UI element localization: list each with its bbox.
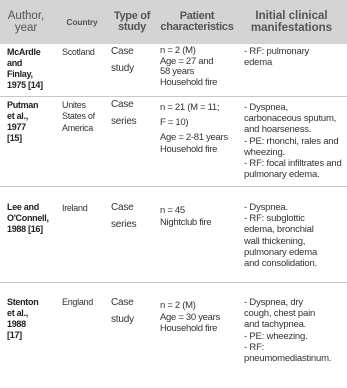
row-4-patient-line: Age = 30 years [160, 312, 220, 323]
row-4-patient [160, 298, 220, 334]
row-4-manifestation-line: - RF: [244, 341, 265, 353]
row-3-manifestation-line: - Dyspnea. [244, 202, 288, 213]
row-3-manifestation-line: - RF: subglottic [244, 213, 305, 225]
row-2-type-line: Case [111, 99, 134, 110]
row-3-manifestation-line: and consolidation. [244, 258, 317, 270]
row-1-author-line: McArdle [7, 47, 41, 57]
row-2-manifestation-line: - RF: focal infiltrates and [244, 158, 342, 170]
row-2-author-line: [15] [7, 133, 22, 143]
row-4-manifestation-line: - PE: wheezing. [244, 330, 308, 342]
row-3-author [7, 202, 49, 235]
header-country [60, 0, 104, 44]
row-2-type [111, 97, 136, 130]
row-2-manifestations [244, 102, 342, 180]
row-4-type-line: study [111, 313, 134, 325]
row-4-country [62, 297, 93, 308]
header-patient-characteristics [158, 0, 236, 44]
row-1-author-line: Finlay, [7, 69, 33, 79]
row-4-author-line: Stenton [7, 297, 39, 307]
row-2-manifestation-line: - PE: rhonchi, rales and [244, 135, 339, 147]
row-1-type-line: study [111, 62, 134, 74]
row-1-country [62, 47, 95, 58]
row-2-author-line: 1977 [7, 122, 26, 132]
row-4-patient-line: n = 2 (M) [160, 300, 196, 311]
row-4-author-line: et al., [7, 308, 28, 318]
row-3-country [62, 203, 87, 214]
header-author-line: Author, [7, 10, 45, 22]
header-patient-line2: characteristics [160, 21, 234, 33]
row-4-country-line: England [62, 297, 93, 307]
row-2-country [62, 100, 95, 134]
header-type-line2: study [118, 21, 146, 33]
row-3-country-line: Ireland [62, 203, 88, 213]
row-1-country-line: Scotland [62, 47, 95, 57]
row-2-manifestation-line: and hoarseness. [244, 124, 312, 136]
row-4-manifestations [244, 297, 331, 364]
row-divider [0, 96, 347, 97]
row-4-manifestation-line: and tachypnea. [244, 319, 307, 331]
row-divider [0, 186, 347, 187]
row-2-patient-line: n = 21 (M = 11; [160, 102, 220, 113]
row-2-patient-line: F = 10) [160, 117, 189, 128]
row-2-author [7, 100, 38, 144]
row-3-author-line: 1988 [16] [7, 224, 43, 234]
row-3-type-line: Case [111, 202, 134, 213]
row-1-patient-line: 58 years [160, 66, 195, 77]
table-header [0, 0, 347, 44]
row-1-author-line: and [7, 58, 23, 68]
header-initial-manifestations [236, 0, 347, 44]
row-divider [0, 282, 347, 283]
row-1-type-line: Case [111, 46, 134, 57]
row-4-author-line: [17] [7, 330, 22, 340]
row-3-patient-line: Nightclub fire [160, 217, 212, 228]
row-3-patient-line: n = 45 [160, 205, 185, 216]
header-type-of-study [104, 0, 160, 44]
row-2-country-line: America [62, 122, 93, 133]
row-1-manifestations [244, 46, 309, 68]
row-3-type-line: series [111, 218, 137, 230]
row-1-author-line: 1975 [14] [7, 80, 43, 90]
row-4-type-line: Case [111, 297, 134, 308]
row-2-country-line: Unites [62, 100, 86, 110]
row-4-manifestation-line: cough, chest pain [244, 308, 316, 320]
row-4-author-line: 1988 [7, 319, 26, 329]
row-3-manifestation-line: edema, bronchial [244, 224, 314, 236]
row-2-patient-line: Household fire [160, 144, 218, 155]
row-2-author-line: Putman [7, 100, 39, 110]
row-4-type [111, 295, 134, 328]
header-initial-line1: Initial clinical [255, 10, 328, 22]
row-2-author-line: et al., [7, 111, 28, 121]
row-2-patient [160, 100, 228, 156]
row-1-manifestation-line: edema [244, 57, 273, 69]
row-2-type-line: series [111, 115, 137, 127]
row-4-manifestation-line: - Dyspnea, dry [244, 297, 303, 308]
row-1-patient [160, 46, 217, 88]
row-2-manifestation-line: wheezing. [244, 146, 285, 158]
row-1-patient-line: Age = 27 and [160, 55, 214, 67]
row-3-author-line: Lee and [7, 202, 39, 212]
header-country-label: Country [66, 17, 98, 27]
row-2-country-line: States of [62, 111, 95, 122]
row-3-type [111, 200, 136, 233]
row-2-manifestation-line: pulmonary edema. [244, 169, 320, 181]
row-3-manifestation-line: pulmonary edema [244, 246, 318, 258]
row-2-patient-line: Age = 2-81 years [160, 132, 228, 143]
row-1-type [111, 44, 134, 77]
header-type-line1: Type of [113, 10, 151, 22]
header-author-year [4, 0, 48, 44]
row-2-manifestation-line: - Dyspnea, [244, 102, 288, 113]
row-4-patient-line: Household fire [160, 322, 218, 334]
row-1-manifestation-line: - RF: pulmonary [244, 46, 310, 57]
row-3-manifestation-line: wall thickening, [244, 235, 306, 247]
header-year-line: year [14, 22, 38, 34]
row-3-manifestations [244, 202, 317, 269]
row-3-author-line: O'Connell, [7, 213, 49, 223]
row-4-author [7, 297, 38, 341]
header-patient-line1: Patient [179, 10, 215, 22]
row-4-manifestation-line: pneumomediastinum. [244, 353, 332, 365]
header-initial-line2: manifestations [250, 22, 333, 34]
row-3-patient [160, 203, 211, 229]
row-1-patient-line: Household fire [160, 76, 218, 88]
row-2-manifestation-line: carbonaceous sputum, [244, 113, 337, 125]
row-1-author [7, 47, 43, 91]
row-1-patient-line: n = 2 (M) [160, 45, 196, 56]
